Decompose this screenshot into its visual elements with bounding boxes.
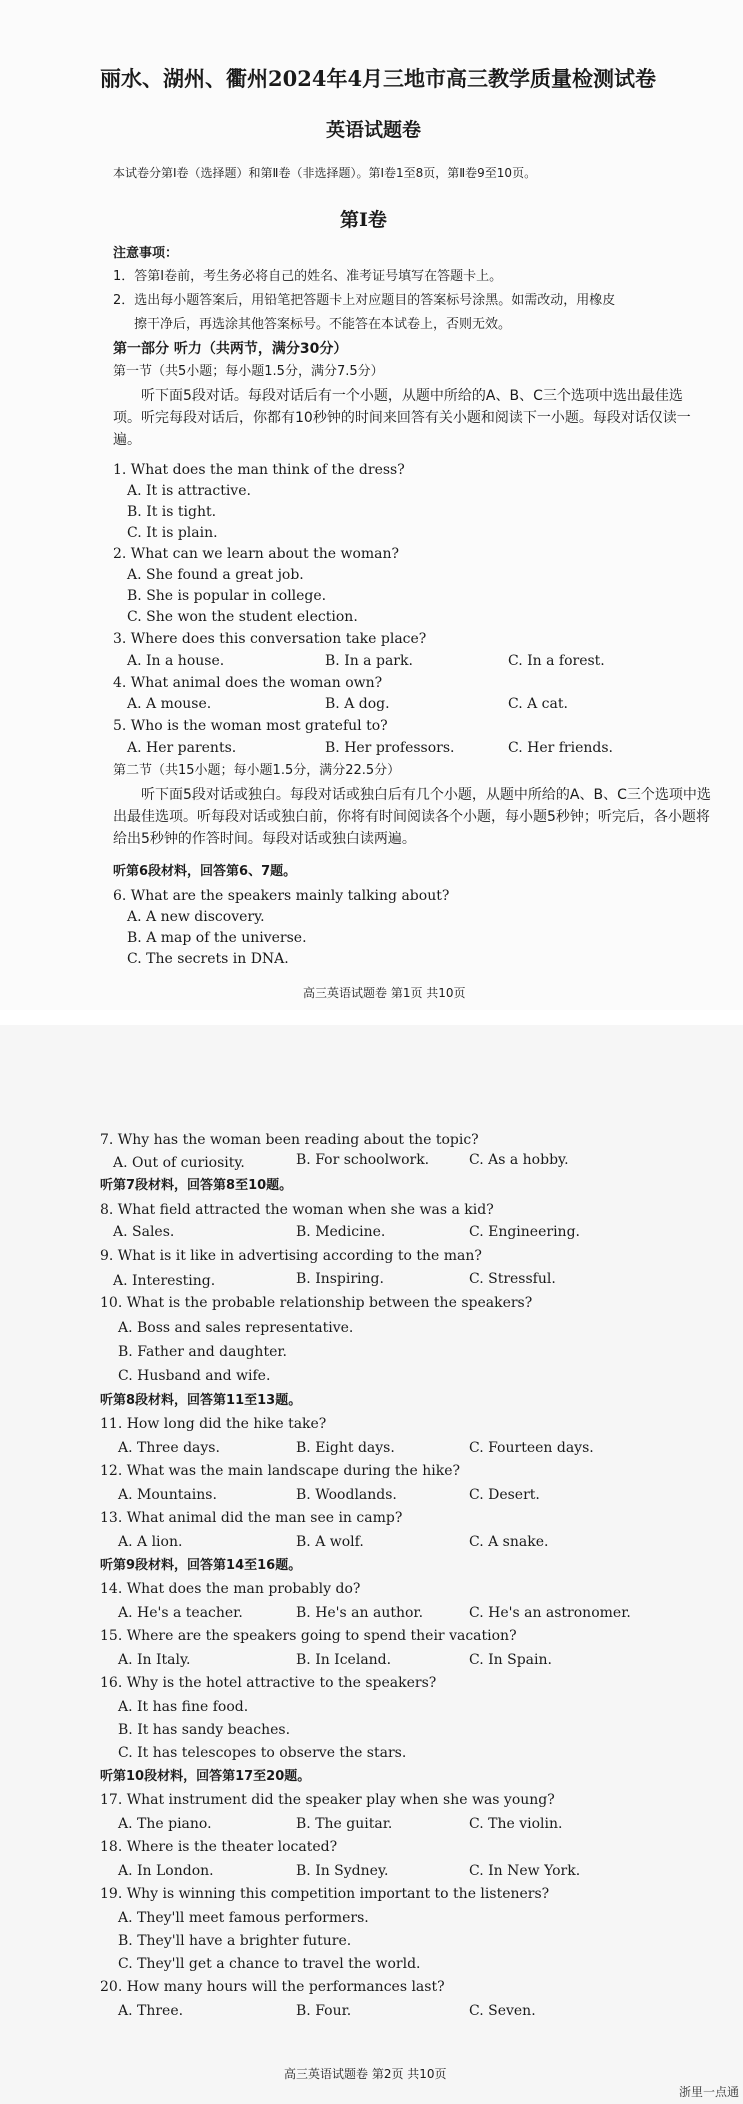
question-15-option-c: C. In Spain. [469,1652,552,1668]
page-1-footer: 高三英语试题卷 第1页 共10页 [303,986,466,1000]
question-5-stem: 5. Who is the woman most grateful to? [113,718,388,734]
exam-subtitle: 英语试题卷 [326,119,422,141]
question-5-option-b: B. Her professors. [325,740,455,756]
question-13-option-c: C. A snake. [469,1534,549,1550]
page-2-footer: 高三英语试题卷 第2页 共10页 [284,2067,447,2081]
question-12-option-b: B. Woodlands. [296,1487,397,1503]
question-9-option-a: A. Interesting. [113,1273,216,1289]
question-7-stem: 7. Why has the woman been reading about the topic? [100,1132,479,1148]
question-3-option-c: C. In a forest. [508,653,605,669]
exam-title: 丽水、湖州、衢州2024年4月三地市高三教学质量检测试卷 [100,66,657,91]
question-8-option-a: A. Sales. [113,1224,175,1240]
question-16-option-c: C. It has telescopes to observe the stars. [118,1745,407,1761]
material-7-heading: 听第7段材料，回答第8至10题。 [100,1178,293,1193]
question-3-option-a: A. In a house. [127,653,225,669]
question-4-stem: 4. What animal does the woman own? [113,675,383,691]
question-17-stem: 17. What instrument did the speaker play when she was young? [100,1792,555,1808]
question-19-option-c: C. They'll get a chance to travel the world. [118,1956,421,1972]
question-14-stem: 14. What does the man probably do? [100,1581,361,1597]
question-16-option-a: A. It has fine food. [118,1699,249,1715]
question-7-option-a: A. Out of curiosity. [113,1155,245,1171]
section1-instructions: 听下面5段对话。每段对话后有一个小题，从题中所给的A、B、C三个选项中选出最佳选项。听完每段对话后，你都有10秒钟的时间来回答有关小题和阅读下一小题。每段对话仅读一遍。 [113,388,691,448]
question-18-stem: 18. Where is the theater located? [100,1839,338,1855]
question-20-option-c: C. Seven. [469,2003,536,2019]
exam-page-1 [0,0,743,1025]
question-6-option-c: C. The secrets in DNA. [127,951,289,967]
question-3-option-b: B. In a park. [325,653,413,669]
exam-page-2 [0,1025,743,2104]
question-12-option-c: C. Desert. [469,1487,540,1503]
material-6-heading: 听第6段材料，回答第6、7题。 [113,864,297,879]
question-13-stem: 13. What animal did the man see in camp? [100,1510,403,1526]
question-9-option-b: B. Inspiring. [296,1271,384,1287]
question-10-option-a: A. Boss and sales representative. [118,1320,354,1336]
question-14-option-b: B. He's an author. [296,1605,424,1621]
question-19-option-b: B. They'll have a brighter future. [118,1933,352,1949]
section2-instructions: 听下面5段对话或独白。每段对话或独白后有几个小题，从题中所给的A、B、C三个选项中选出最佳选项。听每段对话或独白前，你将有时间阅读各个小题，每小题5秒钟；听完后，各小题将给出5秒钟的作答时间。每段对话或独白读两遍。 [113,787,711,847]
question-10-stem: 10. What is the probable relationship between the speakers? [100,1295,533,1311]
question-7-option-c: C. As a hobby. [469,1152,569,1168]
question-5-option-a: A. Her parents. [127,740,237,756]
notice-item-2-line-2: 擦干净后，再选涂其他答案标号。不能答在本试卷上，否则无效。 [134,317,512,332]
question-2-stem: 2. What can we learn about the woman? [113,546,400,562]
question-13-option-a: A. A lion. [118,1534,183,1550]
question-4-option-b: B. A dog. [325,696,390,712]
exam-intro: 本试卷分第Ⅰ卷（选择题）和第Ⅱ卷（非选择题）。第Ⅰ卷1至8页，第Ⅱ卷9至10页。 [113,166,537,180]
question-18-option-b: B. In Sydney. [296,1863,389,1879]
watermark-text: 浙里一点通 [678,2085,739,2099]
question-2-option-c: C. She won the student election. [127,609,358,625]
question-19-stem: 19. Why is winning this competition important to the listeners? [100,1886,550,1902]
question-1-stem: 1. What does the man think of the dress? [113,462,405,478]
question-6-option-b: B. A map of the universe. [127,930,307,946]
notice-heading: 注意事项： [113,246,179,261]
question-9-option-c: C. Stressful. [469,1271,556,1287]
volume-heading: 第Ⅰ卷 [340,209,387,231]
question-8-stem: 8. What field attracted the woman when she was a kid? [100,1202,494,1218]
question-11-option-a: A. Three days. [118,1440,220,1456]
question-4-option-c: C. A cat. [508,696,568,712]
question-3-stem: 3. Where does this conversation take place? [113,631,427,647]
question-20-option-b: B. Four. [296,2003,352,2019]
question-7-option-b: B. For schoolwork. [296,1152,430,1168]
question-17-option-a: A. The piano. [118,1816,212,1832]
question-13-option-b: B. A wolf. [296,1534,364,1550]
question-2-option-b: B. She is popular in college. [127,588,327,604]
question-1-option-b: B. It is tight. [127,504,217,520]
question-12-stem: 12. What was the main landscape during the hike? [100,1463,461,1479]
question-6-option-a: A. A new discovery. [127,909,265,925]
question-17-option-c: C. The violin. [469,1816,563,1832]
question-1-option-c: C. It is plain. [127,525,218,541]
question-10-option-b: B. Father and daughter. [118,1344,287,1360]
question-6-stem: 6. What are the speakers mainly talking about? [113,888,450,904]
notice-item-2-line-1: 2．选出每小题答案后，用铅笔把答题卡上对应题目的答案标号涂黑。如需改动，用橡皮 [113,293,616,308]
question-12-option-a: A. Mountains. [118,1487,217,1503]
question-19-option-a: A. They'll meet famous performers. [118,1910,369,1926]
question-1-option-a: A. It is attractive. [127,483,251,499]
part1-heading: 第一部分 听力（共两节，满分30分） [113,341,348,357]
question-14-option-c: C. He's an astronomer. [469,1605,631,1621]
question-5-option-c: C. Her friends. [508,740,613,756]
question-11-stem: 11. How long did the hike take? [100,1416,327,1432]
question-14-option-a: A. He's a teacher. [118,1605,243,1621]
question-15-option-b: B. In Iceland. [296,1652,392,1668]
section1-heading: 第一节（共5小题；每小题1.5分，满分7.5分） [113,364,384,379]
question-10-option-c: C. Husband and wife. [118,1368,271,1384]
question-20-option-a: A. Three. [118,2003,184,2019]
question-11-option-b: B. Eight days. [296,1440,395,1456]
question-15-option-a: A. In Italy. [118,1652,191,1668]
section2-heading: 第二节（共15小题；每小题1.5分，满分22.5分） [113,763,401,778]
question-2-option-a: A. She found a great job. [127,567,304,583]
question-11-option-c: C. Fourteen days. [469,1440,594,1456]
question-9-stem: 9. What is it like in advertising according to the man? [100,1248,482,1264]
question-20-stem: 20. How many hours will the performances last? [100,1979,445,1995]
question-16-stem: 16. Why is the hotel attractive to the speakers? [100,1675,437,1691]
question-4-option-a: A. A mouse. [127,696,212,712]
question-18-option-a: A. In London. [118,1863,214,1879]
question-8-option-b: B. Medicine. [296,1224,386,1240]
question-15-stem: 15. Where are the speakers going to spend their vacation? [100,1628,517,1644]
material-8-heading: 听第8段材料，回答第11至13题。 [100,1393,302,1408]
material-9-heading: 听第9段材料，回答第14至16题。 [100,1558,302,1573]
material-10-heading: 听第10段材料，回答第17至20题。 [100,1769,311,1784]
question-17-option-b: B. The guitar. [296,1816,393,1832]
question-16-option-b: B. It has sandy beaches. [118,1722,291,1738]
question-18-option-c: C. In New York. [469,1863,581,1879]
question-8-option-c: C. Engineering. [469,1224,580,1240]
notice-item-1: 1．答第Ⅰ卷前，考生务必将自己的姓名、准考证号填写在答题卡上。 [113,269,503,284]
